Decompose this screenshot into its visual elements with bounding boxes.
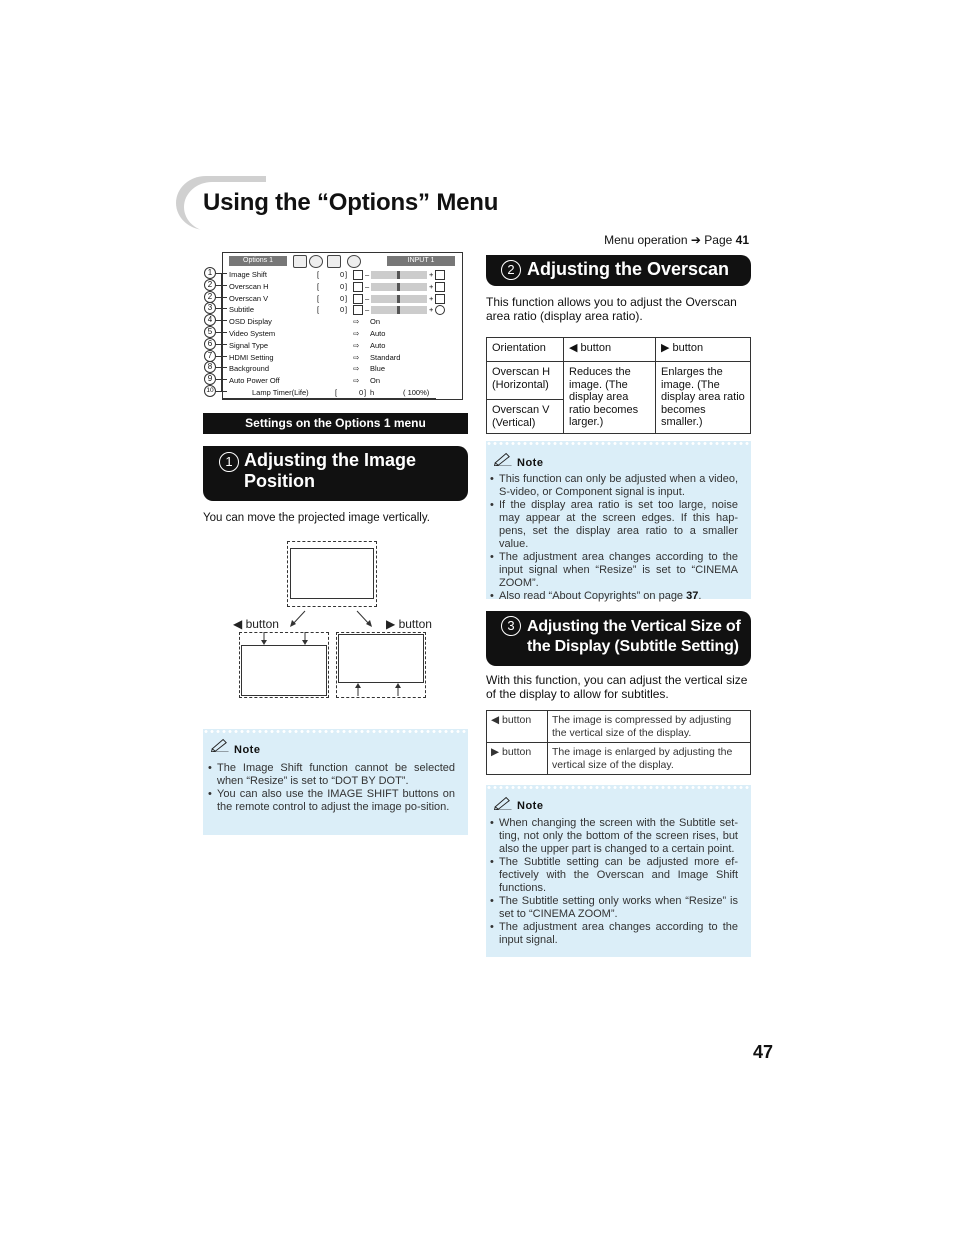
menu-item-value: 0 [340,293,345,303]
table-cell-enlarge-desc: The image is enlarged by adjusting the vertical size of the display. [548,743,751,775]
picture-tab-icon [293,255,307,268]
table-cell-enlarges: Enlarges the image. (The display area ratio becomes smaller.) [656,362,751,434]
note-title: Note [517,800,544,812]
bracket-close: ] [345,281,348,291]
adjust-item-icon [353,294,363,304]
note-item: • The adjustment area changes according to the input signal when “Resize” is set to “CINEMA ZOOM”. [489,551,738,590]
callout-number: 4 [204,314,216,326]
menu-item-label: Signal Type [229,340,269,350]
menu-item-value[interactable]: Auto [370,340,386,350]
section1-header [203,446,468,501]
menu-item-label: Overscan V [229,293,269,303]
callout-number: 7 [204,350,216,362]
note-item: • Also read “About Copyrights” on page 37. [489,590,738,603]
note-item: • The Subtitle setting only works when “Resize” is set to “CINEMA ZOOM”. [489,895,738,921]
callout-number: 6 [204,338,216,350]
subtitle-table [486,710,751,775]
select-arrow-icon: ⇨ [353,376,360,386]
section3-title-line2: the Display (Subtitle Setting) [527,638,739,655]
callout-number: 2 [204,291,216,303]
section1-note [203,729,468,835]
minus-icon: – [365,305,370,315]
callout-number: 9 [204,373,216,385]
menu-item-value[interactable]: On [370,376,381,386]
menu-tab-options1: Options 1 [229,256,287,266]
note-list [207,762,455,814]
options-tab-icon [347,255,361,268]
select-arrow-icon: ⇨ [353,364,360,374]
bracket-close: ] [345,293,348,303]
adjust-result-icon [435,270,445,280]
plus-icon: + [429,293,434,303]
overscan-table [486,337,751,434]
section3-note [486,785,751,957]
section3-header [486,611,751,666]
adjust-result-icon [435,282,445,292]
table-header-orientation: Orientation [487,338,564,362]
page-reference-number: 41 [735,233,749,247]
setup-tab-icon [327,255,341,268]
select-arrow-icon: ⇨ [353,329,360,338]
lamp-row-underline [223,398,436,399]
diagram-shift-down-image [241,645,327,696]
menu-item-label: Lamp Timer(Life) [252,388,309,397]
slider-bar[interactable] [371,283,427,291]
callout-number: 1 [204,267,216,279]
menu-item-label: Auto Power Off [229,376,280,386]
note-item: • This function can only be adjusted when a video, S-video, or Component signal is input. [489,473,738,499]
up-arrows-icon [336,682,426,696]
menu-item-value: 0 [340,305,345,315]
menu-item-label: Subtitle [229,305,255,315]
bracket-close: ] [364,388,367,397]
section2-number-icon: 2 [501,260,521,280]
bracket-open: [ [317,293,320,303]
select-arrow-icon: ⇨ [353,317,360,327]
table-cell-reduces: Reduces the image. (The display area ratio becomes larger.) [564,362,656,434]
table-row-overscan-h: Overscan H (Horizontal) [487,362,564,400]
note-list [489,817,738,947]
adjust-result-icon [435,294,445,304]
section2-header [486,255,751,286]
bracket-close: ] [345,305,348,315]
slider-bar[interactable] [371,271,427,279]
diagram-original-image [290,548,374,599]
adjust-item-icon [353,270,363,280]
pencil-icon [208,738,232,752]
section3-title-line1: Adjusting the Vertical Size of [527,618,741,635]
select-arrow-icon: ⇨ [353,352,360,362]
table-header-left-button: ◀ button [564,338,656,362]
down-arrows-icon [239,632,329,646]
bracket-open: [ [317,270,320,279]
pencil-icon [491,452,515,466]
slider-thumb[interactable] [397,306,400,314]
menu-item-label: Background [229,364,270,374]
table-header-right-button: ▶ button [656,338,751,362]
menu-input-label: INPUT 1 [387,256,455,266]
slider-thumb[interactable] [397,283,400,291]
note-list [489,473,738,603]
note-item: • If the display area ratio is set too large, noise may appear at the screen edges. If this hap-pens, set the display area ratio to a smaller value. [489,499,738,551]
note-item: • The adjustment area changes according to the input signal. [489,921,738,947]
options-menu-screen [222,252,463,400]
menu-item-label: Image Shift [229,270,267,279]
slider-bar[interactable] [371,295,427,303]
select-arrow-icon: ⇨ [353,340,360,350]
plus-icon: + [429,281,434,291]
right-button-label: ▶ button [386,617,432,631]
bracket-open: [ [317,281,320,291]
lamp-hours-unit: h [370,388,375,397]
arrow-right-icon: ➔ [690,233,701,247]
lamp-life-percent: ( 100%) [403,388,430,397]
callout-number: 5 [204,326,216,338]
lamp-hours-value: 0 [359,388,364,397]
callout-number: 2 [204,279,216,291]
section2-note [486,441,751,602]
page-number: 47 [753,1042,774,1062]
menu-item-label: HDMI Setting [229,352,274,362]
menu-item-label: Overscan H [229,281,269,291]
page-reference-number: 37 [686,590,699,602]
pencil-icon [491,796,515,810]
note-title: Note [234,744,261,756]
slider-thumb[interactable] [397,295,400,303]
section1-number-icon: 1 [219,452,239,472]
menu-item-value[interactable]: Standard [370,352,401,362]
section2-intro: This function allows you to adjust the Overscan area ratio (display area ratio). [486,295,737,323]
menu-item-label: OSD Display [229,317,272,327]
callout-number: 8 [204,361,216,373]
left-button-label: ◀ button [233,617,279,631]
minus-icon: – [365,293,370,303]
menu-item-value: 0 [340,270,345,279]
menu-item-label: Video System [229,329,276,338]
menu-caption: Settings on the Options 1 menu [203,413,468,434]
adjust-item-icon [353,305,363,315]
note-item: • You can also use the IMAGE SHIFT buttons on the remote control to adjust the image po-sition. [207,788,455,814]
slider-thumb[interactable] [397,271,400,279]
callout-number: 10 [204,385,216,397]
adjust-result-icon [435,305,445,315]
section2-title: Adjusting the Overscan [527,259,730,279]
menu-item-value[interactable]: Blue [370,364,386,374]
section3-intro: With this function, you can adjust the vertical size of the display to allow for subtitles. [486,673,748,701]
section3-number-icon: 3 [501,616,521,636]
minus-icon: – [365,281,370,291]
callout-number: 3 [204,302,216,314]
table-row-overscan-v: Overscan V (Vertical) [487,400,564,434]
audio-tab-icon [309,255,323,268]
bracket-open: [ [317,305,320,315]
table-cell-left-button: ◀ button [487,711,548,743]
slider-bar[interactable] [371,306,427,314]
table-cell-right-button: ▶ button [487,743,548,775]
menu-item-value: 0 [340,281,345,291]
plus-icon: + [429,270,434,279]
section1-title-line1: Adjusting the Image [244,450,417,470]
note-title: Note [517,457,544,469]
section1-title-line2: Position [244,471,315,491]
table-cell-compress-desc: The image is compressed by adjusting the vertical size of the display. [548,711,751,743]
note-item: • When changing the screen with the Subtitle set-ting, not only the bottom of the screen rises, but also the upper part is changed to a certain point. [489,817,738,856]
section1-intro: You can move the projected image vertically. [203,512,430,524]
bracket-open: [ [335,388,338,397]
bracket-close: ] [345,270,348,279]
adjust-item-icon [353,282,363,292]
menu-item-value[interactable]: On [370,317,381,327]
note-item: • The Subtitle setting can be adjusted more ef-fectively with the Overscan and Image Shift functions. [489,856,738,895]
minus-icon: – [365,270,370,279]
diagram-shift-up-image [338,634,424,683]
menu-item-value[interactable]: Auto [370,329,386,338]
menu-operation-reference: Menu operation ➔ Page 41 [604,233,749,247]
note-item: • The Image Shift function cannot be selected when “Resize” is set to “DOT BY DOT”. [207,762,455,788]
page-title: Using the “Options” Menu [203,189,499,216]
plus-icon: + [429,305,434,315]
